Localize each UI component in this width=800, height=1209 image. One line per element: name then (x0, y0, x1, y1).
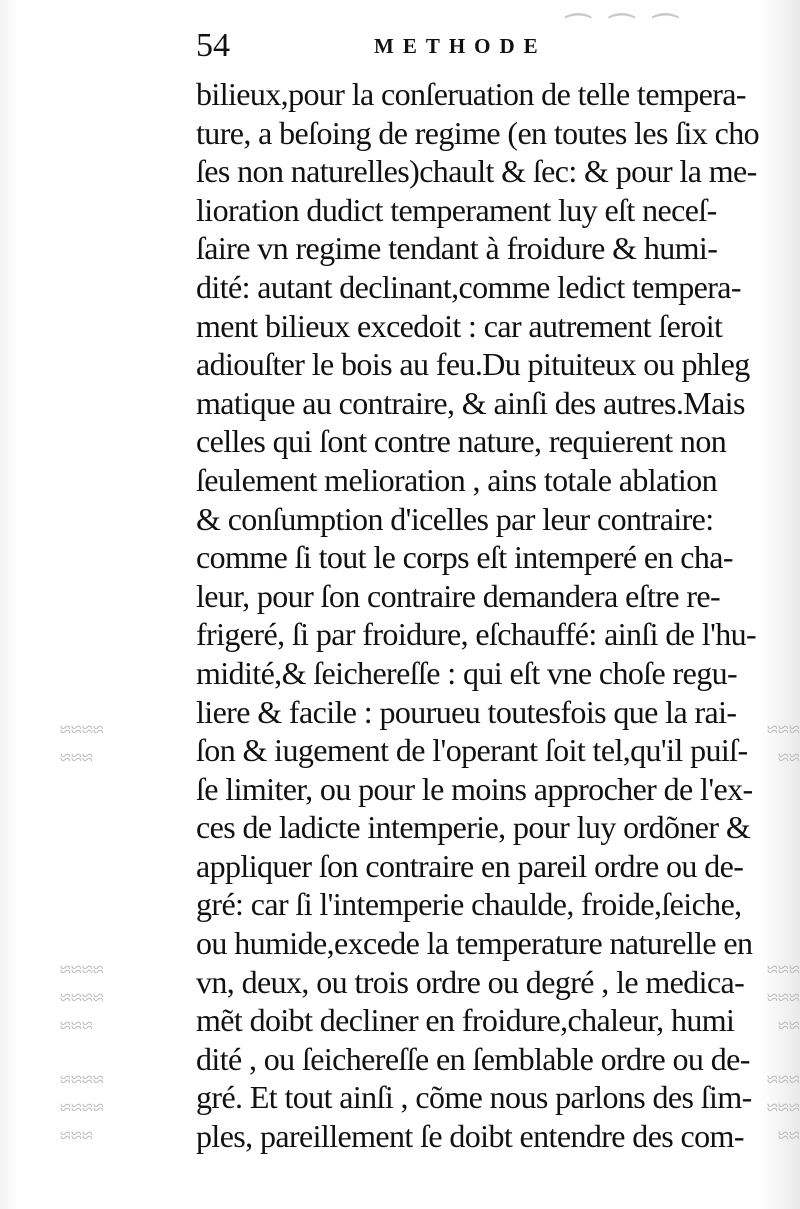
text-line: ture, a beſoing de regime (en toutes les ſix cho (196, 114, 760, 151)
text-line: ſe limiter, ou pour le moins approcher de l'ex- (196, 770, 753, 807)
text-line: frigeré, ſi par froidure, eſchauffé: ainſi de l'hu- (196, 616, 757, 653)
text-line: bilieux,pour la conſeruation de telle tempera- (196, 76, 746, 112)
page-header (196, 26, 776, 66)
text-line: ſes non naturelles)chault & ſec: & pour la me- (196, 153, 757, 190)
text-line: adiouſter le bois au feu.Du pituiteux ou phleg (196, 346, 750, 383)
text-line: ces de ladicte intemperie, pour luy ordõner & (196, 809, 751, 846)
text-line: ou humide,excede la temperature naturelle en (196, 925, 753, 962)
bleed-through-marginalia-1: ≈≈≈≈ ≈≈≈ (60, 719, 104, 769)
body-text (196, 75, 786, 1156)
text-line: mẽt doibt decliner en froidure,chaleur, humi (196, 1002, 735, 1039)
text-line: lioration dudict temperament luy eſt neceſ- (196, 191, 717, 228)
text-line: midité,& ſeichereſſe : qui eſt vne choſe regu- (196, 654, 738, 691)
bleed-through-marginalia-3: ≈≈≈≈ ≈≈≈≈ ≈≈≈ (60, 1069, 104, 1147)
text-line: appliquer ſon contraire en pareil ordre ou de- (196, 847, 744, 884)
text-line: & conſumption d'icelles par leur contraire: (196, 500, 714, 537)
text-line: ples, pareillement ſe doibt entendre des com- (196, 1118, 744, 1155)
bleed-through-right-1: ≈≈≈ ≈≈ (767, 719, 800, 769)
text-line: leur, pour ſon contraire demandera eſtre re- (196, 577, 721, 614)
text-line: comme ſi tout le corps eſt intemperé en cha- (196, 539, 733, 576)
text-line: gré. Et tout ainſi , cõme nous parlons des ſim- (196, 1079, 752, 1116)
text-line: dité , ou ſeichereſſe en ſemblable ordre ou de- (196, 1040, 750, 1077)
bleed-through-marginalia-2: ≈≈≈≈ ≈≈≈≈ ≈≈≈ (60, 959, 104, 1037)
text-line: ſon & iugement de l'operant ſoit tel,qu'il puiſ- (196, 732, 748, 769)
bleed-through-right-3: ≈≈≈ ≈≈≈ ≈≈ (767, 1069, 800, 1147)
text-line: matique au contraire, & ainſi des autres.Mais (196, 384, 745, 421)
running-head: METHODE (374, 34, 547, 58)
text-line: gré: car ſi l'intemperie chaulde, froide,ſeiche, (196, 886, 742, 923)
page-number: 54 (196, 27, 230, 64)
text-line: celles qui ſont contre nature, requierent non (196, 423, 727, 460)
bleed-through-right-2: ≈≈≈ ≈≈≈ ≈≈ (767, 959, 800, 1037)
text-line: ment bilieux excedoit : car autrement ſeroit (196, 307, 723, 344)
text-line: ſeulement melioration , ains totale ablation (196, 461, 717, 498)
text-line: ſaire vn regime tendant à froidure & humi- (196, 230, 718, 267)
text-line: liere & facile : pourueu toutesfois que la rai- (196, 693, 737, 730)
text-line: dité: autant declinant,comme ledict tempera- (196, 268, 741, 305)
bleed-through-heading: ⁀ ⁀ ⁀ (560, 15, 678, 48)
text-line: vn, deux, ou trois ordre ou degré , le medica- (196, 963, 745, 1000)
